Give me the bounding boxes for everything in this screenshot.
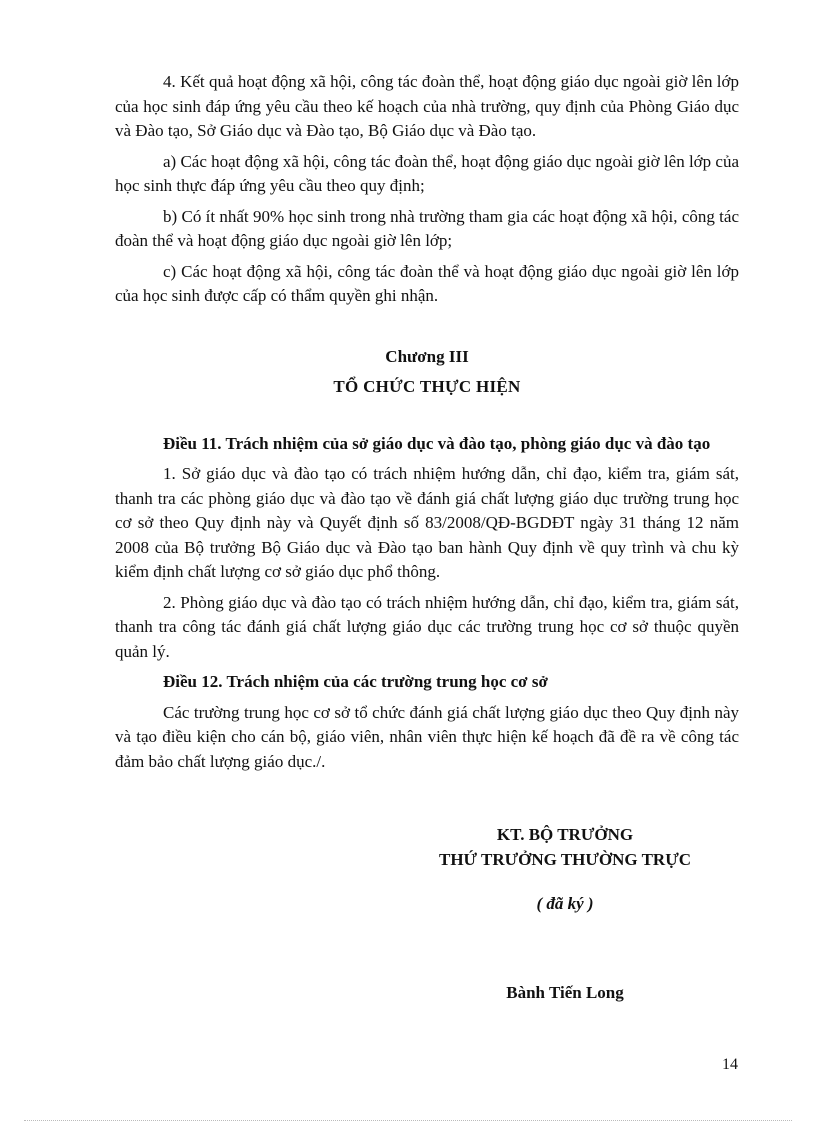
chapter-title: TỔ CHỨC THỰC HIỆN: [333, 377, 521, 396]
footer-divider: [24, 1120, 792, 1121]
article-12-body: Các trường trung học cơ sở tổ chức đánh giá chất lượng giáo dục theo Quy định này và tạo điều kiện cho cán bộ, giáo viên, nhân viên thực hiện kế hoạch đã đề ra về công tác đảm bảo chất lượng giáo dục./.: [115, 702, 739, 771]
signature-title-2: THỨ TRƯỞNG THƯỜNG TRỰC: [438, 849, 692, 869]
signature-block: [420, 823, 710, 1005]
signature-title-1: KT. BỘ TRƯỞNG: [496, 825, 634, 844]
paragraph-4b: b) Có ít nhất 90% học sinh trong nhà trường tham gia các hoạt động xã hội, công tác đoàn thể và hoạt động giáo dục ngoài giờ lên lớp;: [115, 206, 739, 250]
paragraph-4: 4. Kết quả hoạt động xã hội, công tác đoàn thể, hoạt động giáo dục ngoài giờ lên lớp của học sinh đáp ứng yêu cầu theo kế hoạch của nhà trường, quy định của Phòng Giáo dục và Đào tạo, Sở Giáo dục và Đào tạo, Bộ Giáo dục và Đào tạo.: [115, 72, 739, 140]
signer-name: Bành Tiến Long: [506, 982, 624, 1002]
article-12-heading: Điều 12. Trách nhiệm của các trường trung học cơ sở: [163, 672, 548, 691]
signed-note: ( đã ký ): [536, 894, 594, 913]
page-number: 14: [722, 1056, 738, 1073]
article-11-item-2: 2. Phòng giáo dục và đào tạo có trách nhiệm hướng dẫn, chỉ đạo, kiểm tra, giám sát, thanh tra công tác đánh giá chất lượng giáo dục các trường trung học cơ sở thuộc quyền quản lý.: [115, 592, 739, 661]
paragraph-4c: c) Các hoạt động xã hội, công tác đoàn thể và hoạt động giáo dục ngoài giờ lên lớp của học sinh được cấp có thẩm quyền ghi nhận.: [115, 261, 739, 305]
article-11-item-1: 1. Sở giáo dục và đào tạo có trách nhiệm hướng dẫn, chỉ đạo, kiểm tra, giám sát, thanh tra các phòng giáo dục và đào tạo về đánh giá chất lượng giáo dục trường trung học cơ sở theo Quy định này và Quyết định số 83/2008/QĐ-BGDĐT ngày 31 tháng 12 năm 2008 của Bộ trưởng Bộ Giáo dục và Đào tạo ban hành Quy định về quy trình và chu kỳ kiểm định chất lượng cơ sở giáo dục phổ thông.: [115, 464, 739, 581]
document-page: [115, 70, 739, 780]
article-11-heading: Điều 11. Trách nhiệm của sở giáo dục và đào tạo, phòng giáo dục và đào tạo: [163, 433, 711, 453]
chapter-number: Chương III: [385, 346, 469, 366]
paragraph-4a: a) Các hoạt động xã hội, công tác đoàn thể, hoạt động giáo dục ngoài giờ lên lớp của học sinh thực đáp ứng yêu cầu theo quy định;: [115, 151, 739, 195]
